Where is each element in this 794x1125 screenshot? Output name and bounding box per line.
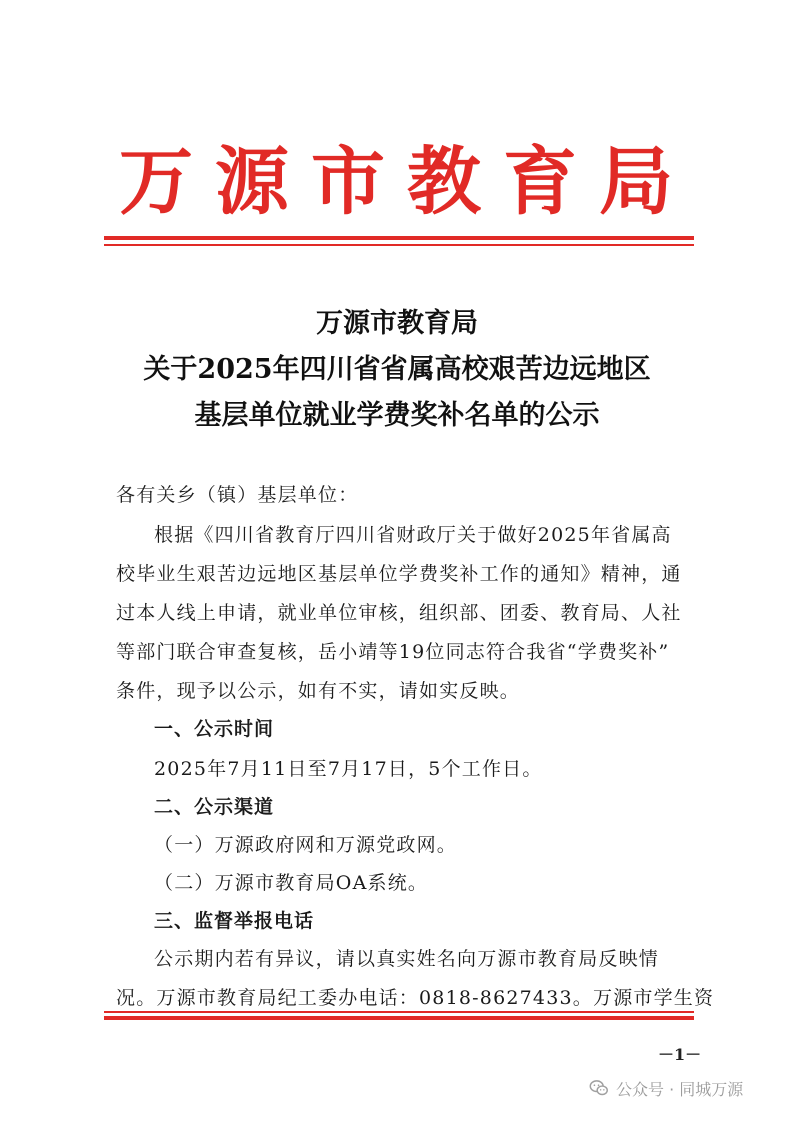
section-3-line: 公示期内若有异议，请以真实姓名向万源市教育局反映情	[154, 948, 660, 970]
intro-line: 校毕业生艰苦边远地区基层单位学费奖补工作的通知》精神，通	[116, 563, 682, 585]
intro-line: 条件，现予以公示，如有不实，请如实反映。	[116, 680, 521, 702]
masthead-org-name: 万源市教育局	[119, 139, 695, 225]
section-heading-1: 一、公示时间	[154, 718, 275, 740]
section-text-1: 2025年7月11日至7月17日，5个工作日。	[154, 758, 543, 780]
section-heading-2: 二、公示渠道	[154, 796, 275, 818]
document-title-line-2: 关于2025年四川省省属高校艰苦边远地区	[143, 354, 651, 385]
watermark-text: 公众号 · 同城万源	[616, 1079, 744, 1099]
wechat-icon	[588, 1077, 610, 1099]
section-2-item-1: （一）万源政府网和万源党政网。	[154, 834, 458, 856]
section-3-paragraph	[116, 940, 715, 1018]
section-heading-3: 三、监督举报电话	[154, 910, 315, 932]
watermark	[588, 1074, 743, 1102]
intro-line: 根据《四川省教育厅四川省财政厅关于做好2025年省属高	[154, 524, 672, 546]
intro-paragraph	[116, 516, 702, 711]
document-title-line-3: 基层单位就业学费奖补名单的公示	[194, 400, 600, 431]
page-number: －1－	[658, 1045, 702, 1064]
masthead-red-rule-thin	[104, 244, 694, 246]
masthead-red-rule	[104, 236, 694, 240]
footer-red-rule	[104, 1016, 694, 1020]
salutation: 各有关乡（镇）基层单位：	[116, 484, 359, 506]
section-3-line: 况。万源市教育局纪工委办电话：0818-8627433。万源市学生资	[116, 987, 715, 1009]
intro-line: 过本人线上申请，就业单位审核，组织部、团委、教育局、人社	[116, 602, 682, 624]
intro-line: 等部门联合审查复核，岳小靖等19位同志符合我省“学费奖补”	[116, 641, 670, 663]
document-title-line-1: 万源市教育局	[316, 308, 478, 339]
section-2-item-2: （二）万源市教育局OA系统。	[154, 872, 429, 894]
footer-red-rule-thin	[104, 1011, 694, 1013]
